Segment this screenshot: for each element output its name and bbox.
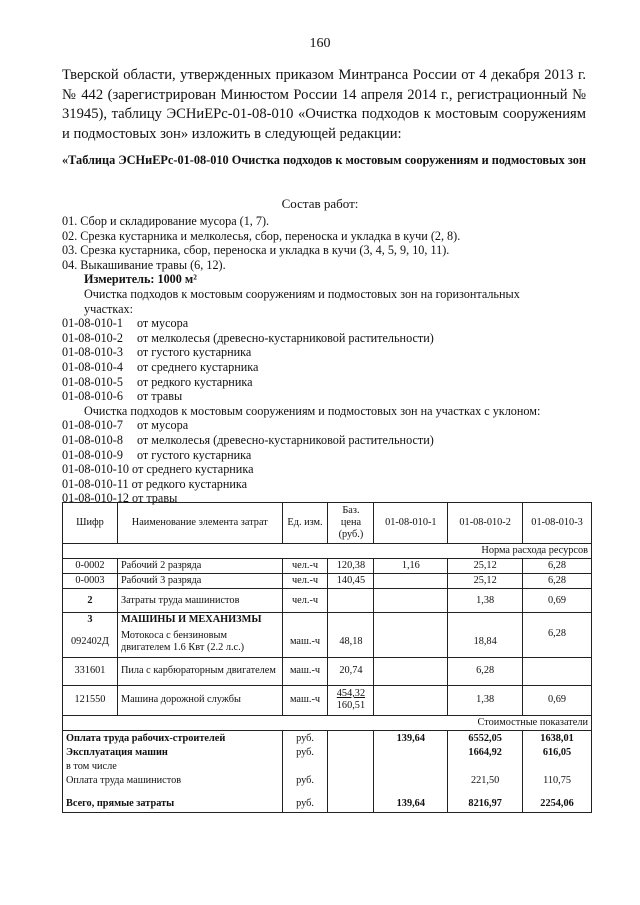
incl-label: в том числе [66, 760, 117, 772]
list-item [62, 375, 602, 390]
section-horizontal-heading: Очистка подходов к мостовым сооружениям и подмостовых зон на горизонтальных участках: [84, 286, 520, 316]
cost-label-row [63, 715, 592, 730]
header-name: Наименование элемента затрат [117, 503, 282, 544]
cell-v1 [374, 685, 448, 715]
list-item [62, 433, 602, 448]
works-heading: Состав работ: [281, 196, 359, 211]
list-item [62, 477, 602, 492]
item-text: от мелколесья (древесно-кустарниковой растительности) [137, 432, 434, 447]
total-v3: 2254,06 [540, 797, 574, 809]
cell-name: Рабочий 3 разряда [117, 574, 282, 589]
item-code: 01-08-010-3 [62, 345, 123, 360]
operators-v3: 110,75 [543, 774, 571, 786]
item-code: 01-08-010-1 [62, 316, 123, 331]
item-code: 01-08-010-11 [62, 476, 129, 491]
item-text: от травы [132, 491, 178, 506]
item-text: от среднего кустарника [132, 462, 254, 477]
cell-unit: чел.-ч [282, 589, 328, 613]
cell-name: Мотокоса с бензиновым двигателем 1.6 Квт (2.2 л.с.) [117, 627, 282, 657]
cell-v2: 6,28 [448, 657, 523, 685]
cost-summary-units [282, 730, 328, 812]
item-text: от густого кустарника [137, 345, 252, 360]
cell-v3 [523, 657, 592, 685]
machines-cost-label: Эксплуатация машин [66, 746, 168, 758]
list-item [62, 331, 602, 346]
cost-table [62, 502, 592, 813]
cell-v3: 6,28 [523, 627, 592, 657]
item-code: 01-08-010-6 [62, 389, 123, 404]
header-col2: 01-08-010-2 [448, 503, 523, 544]
cost-summary-col1 [374, 730, 448, 812]
total-label: Всего, прямые затраты [66, 797, 175, 809]
item-text: от среднего кустарника [137, 359, 259, 374]
cell-price: 48,18 [328, 627, 374, 657]
cell-price: 20,74 [328, 657, 374, 685]
header-unit: Ед. изм. [282, 503, 328, 544]
cell-unit: маш.-ч [282, 627, 328, 657]
item-text: от травы [137, 389, 183, 404]
machines-label: МАШИНЫ И МЕХАНИЗМЫ [117, 613, 282, 628]
list-item [62, 418, 602, 433]
total-unit: руб. [296, 797, 314, 809]
cell-name: Машина дорожной службы [117, 685, 282, 715]
cell-name: Рабочий 2 разряда [117, 559, 282, 574]
cell-v1 [374, 627, 448, 657]
item-text: от мелколесья (древесно-кустарниковой растительности) [137, 330, 434, 345]
table-title: «Таблица ЭСНиЕРс-01-08-010 Очистка подходов к мостовым сооружениям и подмостовых зон [62, 153, 586, 167]
cell-v1 [374, 657, 448, 685]
cell-code: 331601 [63, 657, 118, 685]
list-item [62, 316, 602, 331]
table-row [63, 559, 592, 574]
price-bottom: 160,51 [336, 700, 366, 711]
cell-code: 0-0002 [63, 559, 118, 574]
norm-label-row [63, 544, 592, 559]
table-row [63, 685, 592, 715]
cost-label: Стоимостные показатели [63, 715, 592, 730]
cell-v2: 25,12 [448, 559, 523, 574]
item-code: 01-08-010-2 [62, 330, 123, 345]
item-code: 01-08-010-10 [62, 462, 130, 477]
cell-code: 2 [63, 589, 118, 613]
price-top: 454,32 [336, 688, 366, 699]
cost-summary-row [63, 730, 592, 812]
work-item: 04. Выкашивание травы (6, 12). [62, 257, 226, 272]
list-item [62, 345, 602, 360]
cell-price [328, 589, 374, 613]
list-item [62, 389, 602, 404]
work-item: 02. Срезка кустарника и мелколесья, сбор, переноска и укладка в кучи (2, 8). [62, 228, 461, 243]
cell-code: 121550 [63, 685, 118, 715]
cell-code: 092402Д [63, 627, 118, 657]
cell-v3: 0,69 [523, 685, 592, 715]
header-price: Баз. цена (руб.) [328, 503, 374, 544]
table-row [63, 589, 592, 613]
cell-unit: чел.-ч [282, 559, 328, 574]
norm-label: Норма расхода ресурсов [63, 544, 592, 559]
header-col3: 01-08-010-3 [523, 503, 592, 544]
cell-v2: 1,38 [448, 589, 523, 613]
table-row [63, 627, 592, 657]
machines-v3: 616,05 [542, 746, 572, 758]
work-item: 01. Сбор и складирование мусора (1, 7). [62, 214, 270, 228]
table-row [63, 657, 592, 685]
cell-v3: 6,28 [523, 559, 592, 574]
table-header-row [63, 503, 592, 544]
machines-v2: 1664,92 [468, 746, 502, 758]
cost-summary-labels [63, 730, 283, 812]
work-description [62, 211, 602, 506]
item-code: 01-08-010-4 [62, 359, 123, 374]
item-text: от редкого кустарника [131, 476, 248, 491]
cell-v1 [374, 589, 448, 613]
item-text: от редкого кустарника [137, 374, 253, 389]
cell-v2: 1,38 [448, 685, 523, 715]
wages-label: Оплата труда рабочих-строителей [66, 732, 226, 744]
cell-unit: маш.-ч [282, 657, 328, 685]
operators-unit: руб. [296, 774, 314, 786]
machines-unit: руб. [296, 746, 314, 758]
cost-summary-col2 [448, 730, 523, 812]
header-code: Шифр [63, 503, 118, 544]
header-col1: 01-08-010-1 [374, 503, 448, 544]
cell-unit: маш.-ч [282, 685, 328, 715]
cell-v3: 6,28 [523, 574, 592, 589]
list-item [62, 448, 602, 463]
cell-name: Пила с карбюраторным двигателем [117, 657, 282, 685]
item-code: 01-08-010-12 [62, 491, 130, 506]
cell-v3: 0,69 [523, 589, 592, 613]
cell-unit: чел.-ч [282, 574, 328, 589]
item-code: 01-08-010-5 [62, 374, 123, 389]
page-number: 160 [309, 36, 331, 51]
wages-unit: руб. [296, 732, 314, 744]
machines-code: 3 [63, 613, 118, 628]
operators-label: Оплата труда машинистов [66, 774, 182, 786]
cell-code: 0-0003 [63, 574, 118, 589]
total-v2: 8216,97 [468, 797, 502, 809]
cell-price [328, 685, 374, 715]
cell-name: Затраты труда машинистов [117, 589, 282, 613]
wages-v2: 6552,05 [468, 732, 502, 744]
total-v1: 139,64 [396, 797, 425, 809]
item-text: от мусора [137, 418, 189, 433]
item-code: 01-08-010-7 [62, 418, 123, 433]
list-item [62, 462, 602, 477]
item-text: от густого кустарника [137, 447, 252, 462]
list-item [62, 360, 602, 375]
cell-v1: 1,16 [374, 559, 448, 574]
cost-summary-col3 [523, 730, 592, 812]
table-row [63, 574, 592, 589]
item-text: от мусора [137, 316, 189, 331]
cell-price: 120,38 [328, 559, 374, 574]
wages-v3: 1638,01 [540, 732, 574, 744]
item-code: 01-08-010-8 [62, 432, 123, 447]
machines-section-row [63, 613, 592, 628]
cell-price: 140,45 [328, 574, 374, 589]
wages-v1: 139,64 [396, 732, 425, 744]
operators-v2: 221,50 [470, 774, 500, 786]
cell-v2: 18,84 [448, 627, 523, 657]
cell-v2: 25,12 [448, 574, 523, 589]
intro-paragraph: Тверской области, утвержденных приказом Минтранса России от 4 декабря 2013 г. № 442 (зарегистрирован Минюстом России 14 апреля 2014 г., регистрационный № 31945), таблицу ЭСНиЕРс-01-08-010 «Очистка подходов к мостовым сооружениям и подмостовых зон» изложить в следующей редакции: [62, 67, 586, 142]
measure-unit: Измеритель: 1000 м² [84, 272, 197, 287]
item-code: 01-08-010-9 [62, 447, 123, 462]
section-slope-heading: Очистка подходов к мостовым сооружениям и подмостовых зон на участках с уклоном: [84, 403, 541, 418]
cell-v1 [374, 574, 448, 589]
work-item: 03. Срезка кустарника, сбор, переноска и укладка в кучи (3, 4, 5, 9, 10, 11). [62, 243, 450, 258]
